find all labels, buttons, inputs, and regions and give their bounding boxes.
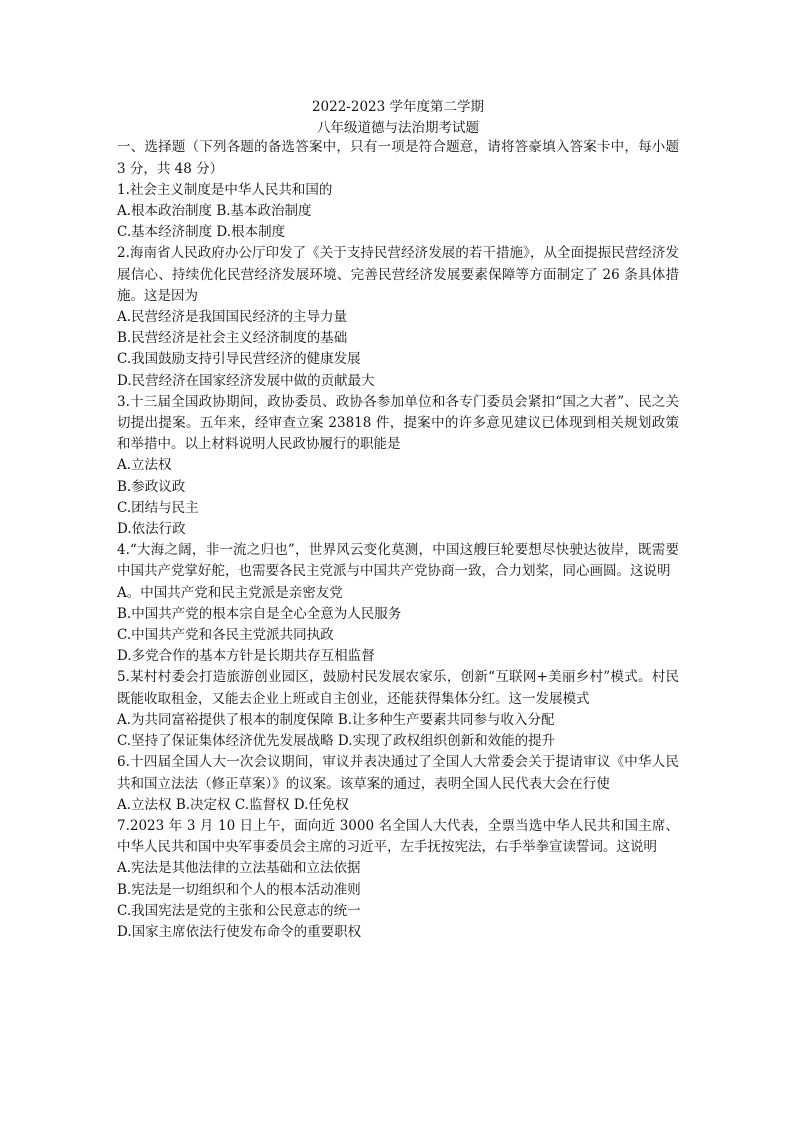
answer-option-line: B.参政议政 <box>117 478 186 495</box>
question-stem: 7.2023 年 3 月 10 日上午，面向近 3000 名全国人大代表，全票当选中华人民共和国主席、中华人民共和国中央军事委员会主席的习近平，左手抚按宪法，右手举拳宣读誓词。这说明 <box>117 817 679 856</box>
question-block <box>117 180 679 244</box>
question-stem: 2.海南省人民政府办公厅印发了《关于支持民营经济发展的若干措施》，从全面提振民营经济发展信心、持续优化民营经济发展环境、完善民营经济发展要素保障等方面制定了 26 条具体措施。这是因为 <box>117 245 679 304</box>
answer-option-line: B.宪法是一切组织和个人的根本活动准则 <box>117 881 361 898</box>
answer-option-line: B.中国共产党的根本宗自是全心全意为人民服务 <box>117 605 402 622</box>
question-stem: 5.某村村委会打造旅游创业园区，鼓励村民发展农家乐，创新“互联网+美丽乡村”模式。村民既能收取租金，又能去企业上班或自主创业，还能获得集体分红。这一发展模式 <box>117 669 679 707</box>
answer-option-line: A.为共同富裕提供了根本的制度保障 B.让多种生产要素共同参与收入分配 <box>117 711 555 728</box>
question-stem: 3.十三届全国政协期间，政协委员、政协各参加单位和各专门委员会紧扣“国之大者”、民之关切提出提案。五年来，经审查立案 23818 件，提案中的许多意见建议已体现到相关规划政策和举措中。以上材料说明人民政协履行的职能是 <box>117 393 679 453</box>
answer-option-line: C.基本经济制度 D.根本制度 <box>117 224 286 241</box>
answer-option-line: C.坚持了保证集体经济优先发展战略 D.实现了政权组织创新和效能的提升 <box>117 733 556 750</box>
answer-option-line: B.民营经济是社会主义经济制度的基础 <box>117 330 348 347</box>
answer-option-line: C.中国共产党和各民主党派共同执政 <box>117 627 334 644</box>
answer-option-line: A.立法权 B.决定权 C.监督权 D.任免权 <box>117 796 349 813</box>
section-heading: 一、选择题（下列各题的备选答案中，只有一项是符合题意，请将答豪填入答案卡中，每小题 3 分，共 48 分） <box>117 139 679 177</box>
question-block <box>117 667 679 752</box>
question-block <box>117 243 679 391</box>
question-block <box>117 540 679 667</box>
exam-term-title: 2022-2023 学年度第二学期 <box>311 99 485 115</box>
answer-option-line: A.立法权 <box>117 457 172 474</box>
question-stem: 4.“大海之阔，非一流之归也”，世界风云变化莫测，中国这艘巨轮要想尽快驶达彼岸，既需要中国共产党掌好舵，也需要各民主党派与中国共产党协商一致，合力划桨，同心画圆。这说明 <box>117 542 679 580</box>
answer-option-line: A.根本政治制度 B.基本政治制度 <box>117 203 312 220</box>
answer-option-line: A.民营经济是我国国民经济的主导力量 <box>117 309 348 326</box>
question-block <box>117 752 679 816</box>
answer-option-line: D.依法行政 <box>117 521 186 538</box>
answer-option-line: C.我国宪法是党的主张和公民意志的统一 <box>117 902 361 919</box>
question-stem: 6.十四届全国人大一次会议期间，审议并表决通过了全国人大常委会关于提请审议《中华人民共和国立法法（修正草案）》的议案。该草案的通过，表明全国人民代表大会在行使 <box>117 754 679 792</box>
exam-page <box>117 97 679 943</box>
answer-option-line: A。中国共产党和民主党派是亲密友党 <box>117 584 343 601</box>
question-list <box>117 180 679 943</box>
question-stem: 1.社会主义制度是中华人民共和国的 <box>117 181 333 198</box>
question-block <box>117 816 679 943</box>
answer-option-line: C.团结与民主 <box>117 499 199 516</box>
answer-option-line: A.宪法是其他法律的立法基础和立法依据 <box>117 860 361 877</box>
exam-subject-title: 八年级道德与法治期考试题 <box>317 120 479 137</box>
answer-option-line: D.多党合作的基本方针是长期共存互相监督 <box>117 648 375 665</box>
answer-option-line: D.民营经济在国家经济发展中做的贡献最大 <box>117 372 375 389</box>
answer-option-line: C.我国鼓励支持引导民营经济的健康发展 <box>117 351 361 368</box>
answer-option-line: D.国家主席依法行使发布命令的重要职权 <box>117 923 362 940</box>
question-block <box>117 392 679 540</box>
